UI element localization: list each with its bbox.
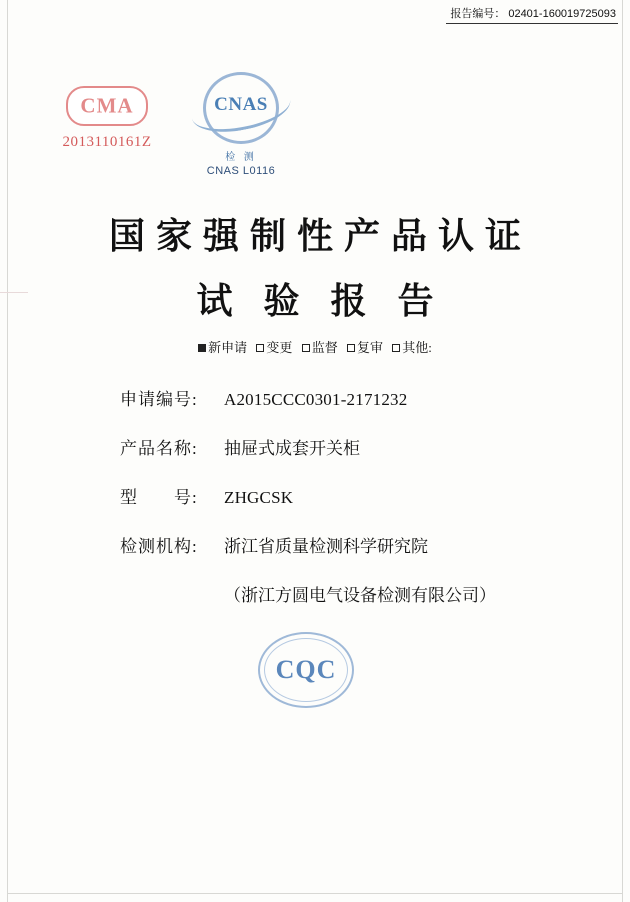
option-label: 变更 [266, 340, 293, 355]
report-number-value: 02401-160019725093 [508, 8, 616, 20]
title-line-2: 试 验 报 告 [196, 281, 445, 321]
cqc-seal-icon [258, 632, 354, 708]
field-application-number [120, 385, 540, 410]
report-number [450, 5, 616, 21]
cma-mark [42, 86, 172, 151]
checkbox-icon[interactable] [302, 344, 310, 352]
option-supervision[interactable] [302, 337, 338, 356]
checkbox-icon[interactable] [256, 344, 264, 352]
cnas-subtitle: 检 测 [225, 152, 257, 163]
cnas-mark [176, 70, 306, 177]
field-model [120, 483, 540, 508]
field-label: 检测机构: [120, 537, 198, 556]
report-number-label: 报告编号： [450, 8, 506, 20]
cqc-seal-text: CQC [275, 655, 337, 684]
report-number-underline [446, 23, 618, 24]
cma-badge-icon [66, 86, 148, 126]
application-type-options [0, 337, 630, 356]
field-testing-organization [120, 532, 540, 557]
option-change[interactable] [256, 337, 292, 356]
cma-certificate-number: 2013110161Z [62, 134, 152, 150]
document-title [0, 208, 630, 324]
field-product-name [120, 434, 540, 459]
cnas-lab-code: CNAS L0116 [206, 165, 276, 177]
field-value: ZHGCSK [224, 488, 294, 507]
accreditation-logos [0, 70, 630, 185]
checkbox-icon[interactable] [347, 344, 355, 352]
cnas-logo-text: CNAS [214, 94, 268, 115]
option-label: 其他: [402, 340, 432, 355]
page-border-bottom [7, 893, 623, 894]
option-label: 复审 [356, 340, 383, 355]
checkbox-checked-icon[interactable] [198, 344, 206, 352]
report-info-fields [120, 385, 540, 606]
field-label: 申请编号: [120, 390, 198, 409]
field-value: 抽屉式成套开关柜 [224, 439, 360, 458]
field-testing-organization-line2: （浙江方圆电气设备检测有限公司） [224, 586, 496, 605]
field-label: 型 号: [120, 488, 198, 507]
option-other[interactable] [392, 337, 432, 356]
field-value: 浙江省质量检测科学研究院 [224, 537, 428, 556]
cnas-logo-icon [189, 70, 293, 148]
option-label: 监督 [311, 340, 338, 355]
field-label: 产品名称: [120, 439, 198, 458]
option-label: 新申请 [208, 340, 248, 355]
checkbox-icon[interactable] [392, 344, 400, 352]
field-value: A2015CCC0301-2171232 [224, 390, 408, 409]
cma-badge-text: CMA [80, 93, 134, 118]
title-line-1: 国家强制性产品认证 [108, 216, 532, 256]
option-new-application[interactable] [198, 337, 247, 356]
option-review[interactable] [347, 337, 383, 356]
